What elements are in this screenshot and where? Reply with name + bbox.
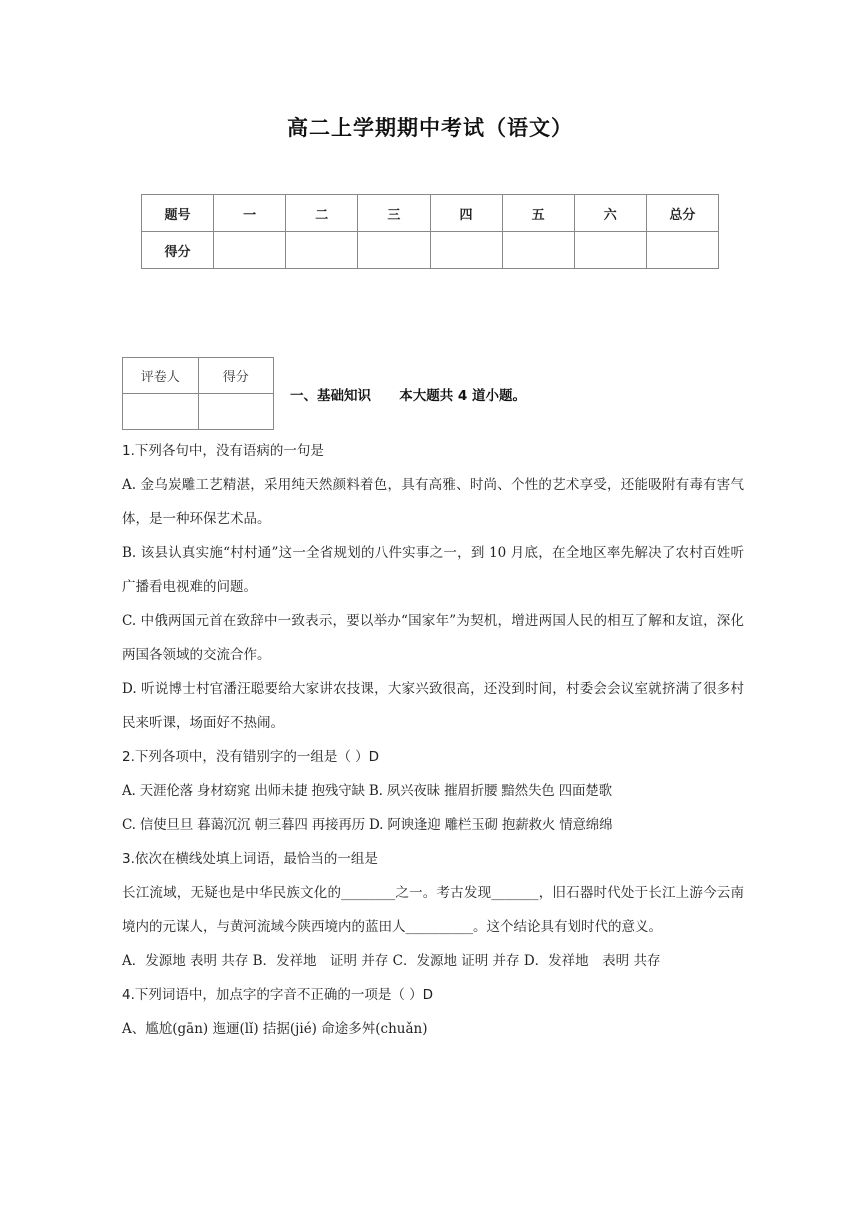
question-2-stem: 2.下列各项中，没有错别字的一组是（ ）D	[122, 749, 380, 765]
reviewer-table	[122, 357, 274, 430]
score-header-cell: 四	[430, 195, 502, 232]
question-3-options: A．发源地 表明 共存 B．发祥地 证明 并存 C．发源地 证明 并存 D．发祥地 表明 共存	[122, 953, 661, 969]
section-title: 一、基础知识	[290, 388, 371, 404]
score-header-cell: 一	[214, 195, 286, 232]
score-cell[interactable]	[358, 232, 430, 269]
question-3-stem: 3.依次在横线处填上词语，最恰当的一组是	[122, 851, 378, 867]
questions-body	[122, 434, 744, 1046]
score-header-cell: 二	[286, 195, 358, 232]
question-1-option-b: B. 该县认真实施“村村通”这一全省规划的八件实事之一，到 10 月底，在全地区率先解决了农村百姓听广播看电视难的问题。	[122, 545, 744, 595]
score-header-cell: 三	[358, 195, 430, 232]
question-2-options-ab: A. 天涯伦落 身材窈窕 出师未捷 抱残守缺 B. 夙兴夜昧 摧眉折腰 黯然失色 四面楚歌	[122, 783, 612, 799]
score-cell[interactable]	[574, 232, 646, 269]
score-cell[interactable]	[214, 232, 286, 269]
question-1-stem: 1.下列各句中，没有语病的一句是	[122, 443, 324, 459]
reviewer-score-header: 得分	[198, 358, 274, 394]
exam-title: 高二上学期期中考试（语文）	[287, 116, 573, 140]
question-1-option-d: D. 听说博士村官潘汪聪要给大家讲农技课，大家兴致很高，还没到时间，村委会会议室就挤满了很多村民来听课，场面好不热闹。	[122, 681, 744, 731]
score-cell[interactable]	[646, 232, 718, 269]
score-header-cell: 题号	[142, 195, 214, 232]
score-cell[interactable]	[502, 232, 574, 269]
question-1-option-c: C. 中俄两国元首在致辞中一致表示，要以举办“国家年”为契机，增进两国人民的相互了解和友谊，深化两国各领域的交流合作。	[122, 613, 744, 663]
score-row-label: 得分	[142, 232, 214, 269]
question-2-options-cd: C. 信使旦旦 暮蔼沉沉 朝三暮四 再接再历 D. 阿谀逢迎 雕栏玉砌 抱薪救火 情意绵绵	[122, 817, 613, 833]
section-heading	[290, 384, 526, 404]
score-cell[interactable]	[430, 232, 502, 269]
score-header-cell: 总分	[646, 195, 718, 232]
section-note: 本大题共 4 道小题。	[399, 388, 526, 404]
score-table-score-row	[142, 232, 719, 269]
question-3-passage: 长江流域，无疑也是中华民族文化的________之一。考古发现_______，旧石器时代处于长江上游今云南境内的元谋人，与黄河流域今陕西境内的蓝田人__________。这个结论具有划时代的意义。	[122, 885, 744, 935]
score-header-cell: 五	[502, 195, 574, 232]
question-4-option-a: A、尴尬(gān) 迤逦(lǐ) 拮据(jié) 命途多舛(chuǎn)	[122, 1021, 428, 1037]
score-table-header-row	[142, 195, 719, 232]
reviewer-header: 评卷人	[123, 358, 199, 394]
reviewer-score-cell[interactable]	[198, 394, 274, 430]
score-table	[141, 194, 719, 269]
question-4-stem: 4.下列词语中，加点字的字音不正确的一项是（ ）D	[122, 987, 434, 1003]
score-header-cell: 六	[574, 195, 646, 232]
reviewer-cell[interactable]	[123, 394, 199, 430]
question-1-option-a: A. 金乌炭雕工艺精湛，采用纯天然颜料着色，具有高雅、时尚、个性的艺术享受，还能吸附有毒有害气体，是一种环保艺术品。	[122, 477, 744, 527]
score-cell[interactable]	[286, 232, 358, 269]
